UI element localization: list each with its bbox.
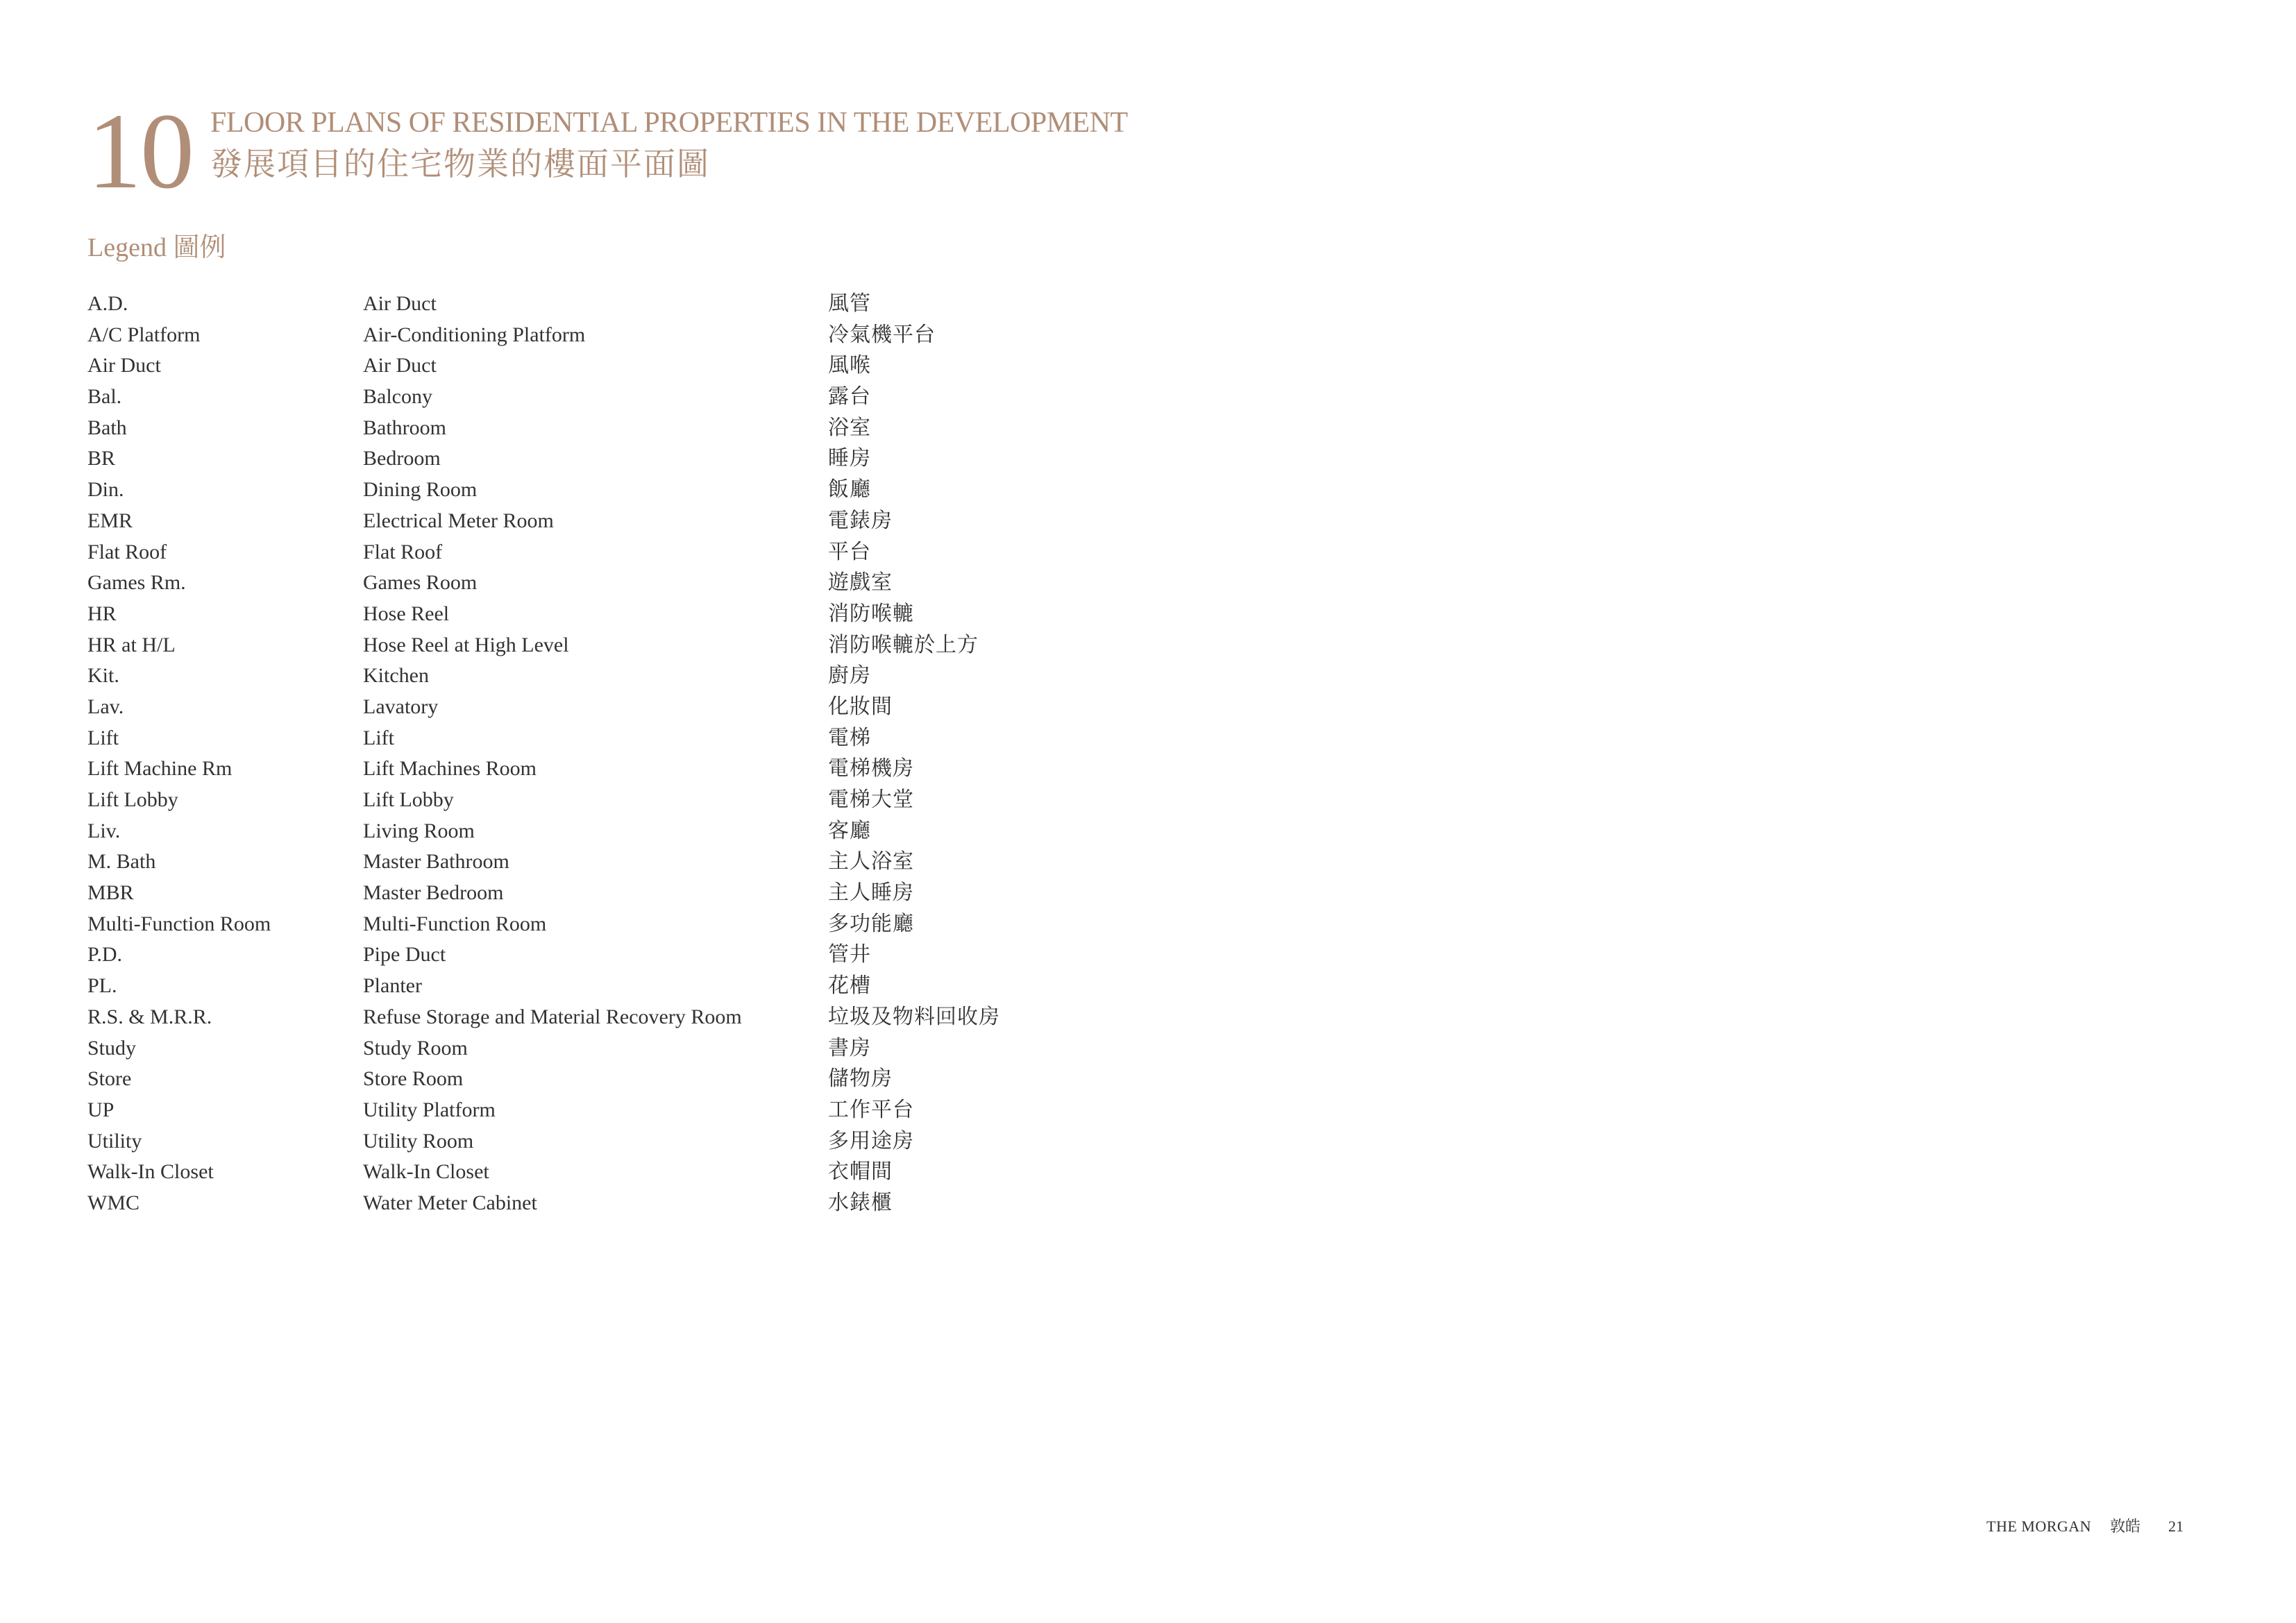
legend-english-term: Multi-Function Room <box>363 912 547 935</box>
section-number: 10 <box>87 91 193 211</box>
legend-english-term: Walk-In Closet <box>363 1160 489 1184</box>
legend-abbreviation: HR at H/L <box>87 633 176 656</box>
legend-chinese-term: 書房 <box>828 1036 871 1060</box>
legend-abbreviation: Din. <box>87 478 124 502</box>
legend-chinese-term: 管井 <box>828 943 871 967</box>
legend-row <box>87 971 1059 1002</box>
legend-table <box>87 289 1059 1219</box>
legend-row <box>87 1126 1059 1157</box>
legend-english-term: Study Room <box>363 1036 468 1060</box>
legend-abbreviation: R.S. & M.R.R. <box>87 1005 212 1028</box>
legend-chinese-term: 水錶櫃 <box>828 1191 893 1214</box>
page-number: 21 <box>2168 1518 2184 1535</box>
legend-chinese-term: 浴室 <box>828 416 871 439</box>
legend-abbreviation: Utility <box>87 1129 142 1153</box>
page-title-en: FLOOR PLANS OF RESIDENTIAL PROPERTIES IN THE DEVELOPMENT <box>210 107 1128 139</box>
legend-abbreviation: Store <box>87 1067 132 1091</box>
legend-row <box>87 723 1059 754</box>
legend-chinese-term: 垃圾及物料回收房 <box>828 1005 1000 1028</box>
legend-english-term: Pipe Duct <box>363 943 446 967</box>
legend-chinese-term: 睡房 <box>828 447 871 470</box>
legend-chinese-term: 電梯機房 <box>828 757 914 781</box>
legend-english-term: Kitchen <box>363 664 429 688</box>
legend-english-term: Lavatory <box>363 695 439 718</box>
legend-abbreviation: Kit. <box>87 664 119 688</box>
legend-english-term: Bathroom <box>363 416 446 439</box>
legend-row <box>87 475 1059 506</box>
legend-abbreviation: PL. <box>87 974 117 998</box>
legend-abbreviation: HR <box>87 602 117 625</box>
legend-row <box>87 1033 1059 1064</box>
legend-row <box>87 289 1059 320</box>
legend-row <box>87 320 1059 351</box>
legend-chinese-term: 電梯 <box>828 726 871 749</box>
legend-english-term: Lift <box>363 726 394 749</box>
legend-abbreviation: Liv. <box>87 819 121 842</box>
legend-english-term: Water Meter Cabinet <box>363 1191 537 1214</box>
legend-english-term: Living Room <box>363 819 475 842</box>
legend-chinese-term: 衣帽間 <box>828 1160 893 1184</box>
legend-abbreviation: Flat Roof <box>87 540 167 563</box>
legend-row <box>87 754 1059 785</box>
legend-row <box>87 940 1059 971</box>
legend-chinese-term: 平台 <box>828 540 871 563</box>
legend-chinese-term: 多功能廳 <box>828 912 914 935</box>
legend-chinese-term: 花槽 <box>828 974 871 998</box>
footer-brand-zh: 敦皓 <box>2110 1518 2141 1535</box>
legend-chinese-term: 風喉 <box>828 354 871 377</box>
legend-abbreviation: A.D. <box>87 292 128 315</box>
legend-chinese-term: 多用途房 <box>828 1129 914 1153</box>
legend-chinese-term: 儲物房 <box>828 1067 893 1091</box>
legend-row <box>87 1064 1059 1095</box>
footer-brand: THE MORGAN <box>1986 1518 2092 1535</box>
legend-abbreviation: WMC <box>87 1191 140 1214</box>
legend-row <box>87 537 1059 568</box>
legend-row <box>87 692 1059 723</box>
legend-abbreviation: Bath <box>87 416 127 439</box>
legend-english-term: Games Room <box>363 571 478 595</box>
legend-english-term: Master Bedroom <box>363 881 504 905</box>
legend-english-term: Air-Conditioning Platform <box>363 323 586 346</box>
legend-row <box>87 443 1059 475</box>
legend-english-term: Utility Room <box>363 1129 474 1153</box>
legend-english-term: Electrical Meter Room <box>363 509 554 532</box>
legend-chinese-term: 電錶房 <box>828 509 893 532</box>
legend-abbreviation: UP <box>87 1098 115 1121</box>
legend-row <box>87 506 1059 537</box>
legend-abbreviation: Lift Machine Rm <box>87 757 233 781</box>
legend-row <box>87 878 1059 909</box>
legend-english-term: Master Bathroom <box>363 850 509 874</box>
legend-chinese-term: 電梯大堂 <box>828 788 914 811</box>
legend-abbreviation: Study <box>87 1036 137 1060</box>
legend-chinese-term: 工作平台 <box>828 1098 914 1121</box>
legend-row <box>87 909 1059 940</box>
legend-english-term: Balcony <box>363 385 432 409</box>
legend-chinese-term: 消防喉轆於上方 <box>828 633 979 656</box>
legend-abbreviation: Lav. <box>87 695 124 718</box>
legend-abbreviation: Bal. <box>87 385 122 409</box>
legend-english-term: Air Duct <box>363 354 437 377</box>
legend-chinese-term: 飯廳 <box>828 478 871 502</box>
legend-row <box>87 382 1059 413</box>
legend-english-term: Hose Reel <box>363 602 450 625</box>
legend-chinese-term: 遊戲室 <box>828 571 893 595</box>
legend-row <box>87 413 1059 444</box>
legend-row <box>87 350 1059 382</box>
legend-row <box>87 1095 1059 1126</box>
legend-row <box>87 816 1059 847</box>
legend-english-term: Utility Platform <box>363 1098 496 1121</box>
legend-english-term: Lift Machines Room <box>363 757 537 781</box>
legend-abbreviation: M. Bath <box>87 850 156 874</box>
legend-english-term: Lift Lobby <box>363 788 454 811</box>
legend-abbreviation: BR <box>87 447 116 470</box>
legend-chinese-term: 消防喉轆 <box>828 602 914 625</box>
legend-abbreviation: Multi-Function Room <box>87 912 271 935</box>
legend-english-term: Dining Room <box>363 478 478 502</box>
legend-heading: Legend 圖例 <box>87 233 226 262</box>
legend-row <box>87 1002 1059 1033</box>
legend-english-term: Hose Reel at High Level <box>363 633 569 656</box>
legend-abbreviation: EMR <box>87 509 133 532</box>
legend-abbreviation: Games Rm. <box>87 571 186 595</box>
legend-abbreviation: Lift Lobby <box>87 788 178 811</box>
legend-chinese-term: 客廳 <box>828 819 871 842</box>
legend-row <box>87 599 1059 630</box>
legend-abbreviation: A/C Platform <box>87 323 201 346</box>
legend-row <box>87 568 1059 599</box>
legend-english-term: Refuse Storage and Material Recovery Room <box>363 1005 742 1028</box>
legend-abbreviation: Walk-In Closet <box>87 1160 214 1184</box>
legend-row <box>87 847 1059 878</box>
legend-chinese-term: 風管 <box>828 292 871 315</box>
legend-chinese-term: 冷氣機平台 <box>828 323 936 346</box>
legend-english-term: Planter <box>363 974 422 998</box>
legend-english-term: Flat Roof <box>363 540 443 563</box>
legend-row <box>87 630 1059 661</box>
legend-chinese-term: 主人睡房 <box>828 881 914 905</box>
legend-chinese-term: 廚房 <box>828 664 871 688</box>
legend-row <box>87 1188 1059 1219</box>
legend-row <box>87 785 1059 816</box>
legend-abbreviation: Air Duct <box>87 354 161 377</box>
page-title-zh: 發展項目的住宅物業的樓面平面圖 <box>210 146 710 182</box>
legend-english-term: Store Room <box>363 1067 464 1091</box>
legend-row <box>87 661 1059 692</box>
legend-english-term: Air Duct <box>363 292 437 315</box>
legend-chinese-term: 化妝間 <box>828 695 893 718</box>
legend-chinese-term: 露台 <box>828 385 871 409</box>
legend-abbreviation: Lift <box>87 726 119 749</box>
legend-abbreviation: MBR <box>87 881 134 905</box>
legend-english-term: Bedroom <box>363 447 441 470</box>
legend-abbreviation: P.D. <box>87 943 123 967</box>
legend-chinese-term: 主人浴室 <box>828 850 914 874</box>
legend-row <box>87 1157 1059 1188</box>
